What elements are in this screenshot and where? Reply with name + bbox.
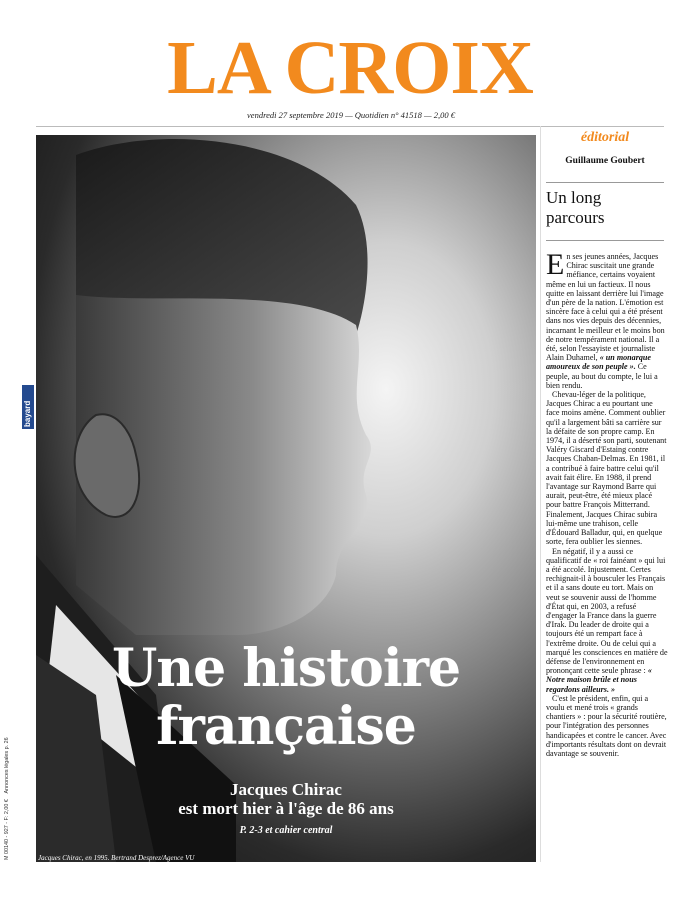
masthead-logo: LA CROIX bbox=[167, 26, 533, 110]
cover-subhead bbox=[36, 780, 536, 818]
dateline: vendredi 27 septembre 2019 — Quotidien n° 41518 — 2,00 € bbox=[247, 110, 455, 120]
headline-line-2: française bbox=[156, 696, 416, 757]
spine-prices: M 00140 - 927 - F: 2,00 € bbox=[4, 799, 10, 860]
editorial-dropcap: E bbox=[546, 248, 565, 281]
editorial-author: Guillaume Goubert bbox=[565, 156, 645, 166]
top-divider bbox=[36, 126, 664, 127]
subhead-line-1: Jacques Chirac bbox=[230, 780, 342, 799]
editorial-paragraph-2: Chevau-léger de la politique, Jacques Chirac a eu pourtant une face moins amène. Comment oublier qu'il a largement bâti sa carrière sur la défaite de son propre camp. En 1974, il a déserté son parti, soutenant Valéry Giscard d'Estaing contre Jacques Chaban-Delmas. En 1981, il a contribué à faire battre celui qu'il avait fait élire. En 1988, il prend l'avantage sur Raymond Barre qui aurait, peut-être, été mieux placé pour battre François Mitterrand. Finalement, Jacques Chirac subira lui-même une trahison, celle d'Édouard Balladur, qui, en quelque sorte, fera oublier les siennes. bbox=[546, 390, 667, 547]
editorial-paragraph-3 bbox=[546, 547, 668, 694]
headline-line-1: Une histoire bbox=[111, 638, 461, 699]
cover-headline bbox=[36, 640, 536, 756]
editorial-paragraph-1 bbox=[546, 248, 668, 390]
editorial-title bbox=[546, 188, 664, 228]
editorial-body bbox=[546, 248, 668, 758]
editorial-p1-end: Ce peuple, au bout du compte, le lui a bien rendu. bbox=[546, 362, 658, 390]
editorial-title-line-1: Un long bbox=[546, 188, 602, 207]
editorial-divider-2 bbox=[546, 240, 664, 241]
editorial-p3-quote: « Notre maison brûle et nous regardons ailleurs. » bbox=[546, 666, 652, 694]
editorial-label: éditorial bbox=[580, 130, 630, 145]
bayard-logo bbox=[22, 385, 34, 429]
editorial-p1-text: n ses jeunes années, Jacques Chirac suscitait une grande méfiance, certains voyaient même en lui un factieux. Il nous quitte en laissant derrière lui l'image d'un père de la nation. L'émotion est sincère face à celui qui a été présent dans nos vies depuis des décennies, incarnant le meilleur et le moins bon de notre tempérament national. Il a été, selon l'essayiste et journaliste Alain Duhamel, bbox=[546, 252, 665, 363]
editorial-p1-quote: « un monarque amoureux de son peuple ». bbox=[546, 353, 652, 372]
page-reference: P. 2-3 et cahier central bbox=[239, 825, 333, 836]
editorial-paragraph-4: C'est le président, enfin, qui a voulu et mené trois « grands chantiers » : pour la sécurité routière, pour l'intégration des personnes handicapées et contre le cancer. Avec d'importants résultats dont on devrait davantage se souvenir. bbox=[546, 693, 667, 758]
editorial-p3-text: En négatif, il y a aussi ce qualificatif de « roi fainéant » qui lui a été accolé. Injustement. Certes rechignait-il à bousculer les Français et il a sans doute eu tort. Mais on veut se souvenir aussi de l'homme d'État qui, en 2003, a refusé d'engager la France dans la guerre d'Irak. Du leader de droite qui a toujours été un rempart face à l'extrême droite. Ou de celui qui a marqué les consciences en matière de défense de l'environnement en prononçant cette seule phrase : bbox=[546, 546, 668, 676]
bayard-label: bayard bbox=[23, 400, 32, 427]
editorial-title-line-2: parcours bbox=[546, 208, 605, 227]
spine-legal bbox=[4, 737, 10, 860]
photo-caption: Jacques Chirac, en 1995. Bertrand Desprez/Agence VU bbox=[38, 854, 195, 862]
sidebar-divider bbox=[540, 126, 541, 862]
spine-annonces: Annonces légales p. 26 bbox=[4, 737, 10, 794]
editorial-divider bbox=[546, 182, 664, 183]
subhead-line-2: est mort hier à l'âge de 86 ans bbox=[178, 799, 394, 818]
